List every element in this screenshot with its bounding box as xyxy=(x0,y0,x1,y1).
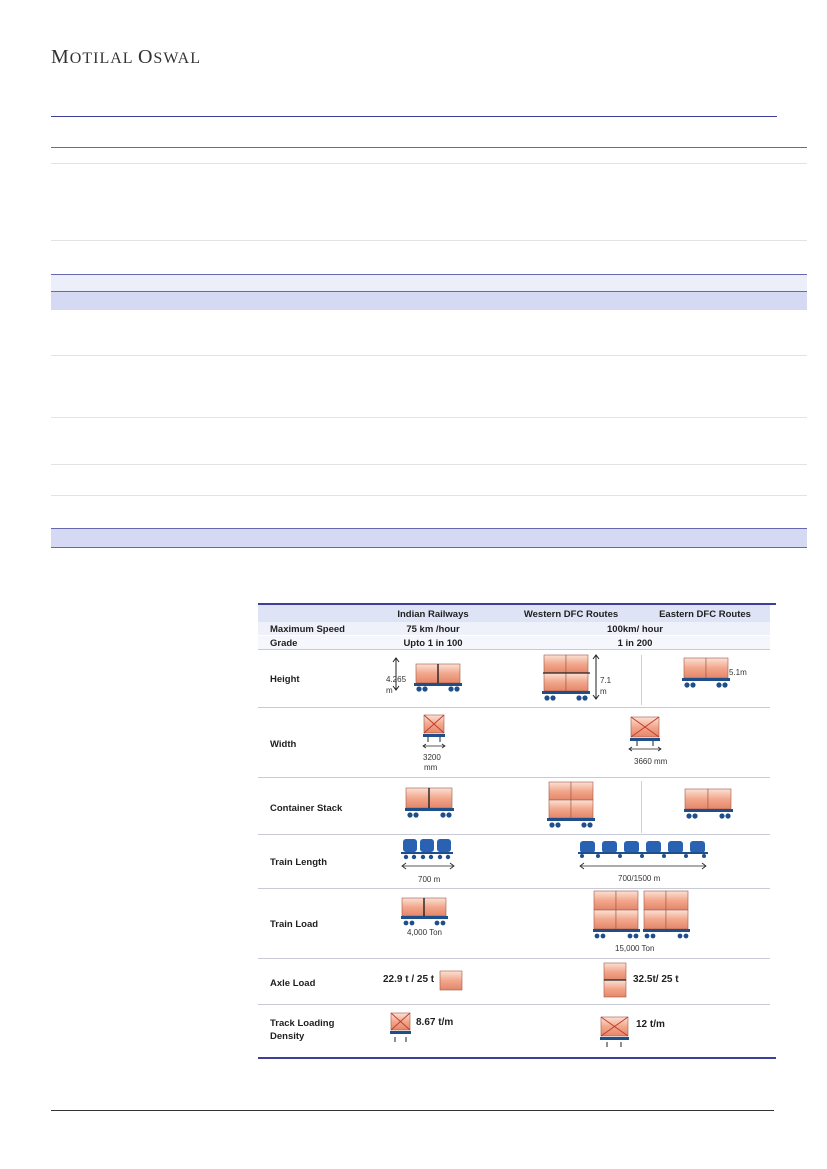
western-height-figure xyxy=(538,653,608,705)
dfc-comparison-table xyxy=(258,603,776,1059)
row-label-train-load: Train Load xyxy=(270,919,319,930)
ir-height-value-line1: 4.265 xyxy=(386,675,407,684)
row-label-grade: Grade xyxy=(270,638,298,649)
row-label-max-speed: Maximum Speed xyxy=(270,624,345,635)
col-header-western-dfc: Western DFC Routes xyxy=(523,609,619,620)
footer-rule xyxy=(51,1110,774,1111)
dfc-width-value: 3660 mm xyxy=(634,757,668,766)
col-header-indian-railways: Indian Railways xyxy=(397,609,469,620)
western-height-value-line1: 7.1 xyxy=(600,676,612,685)
rule-2 xyxy=(51,163,807,164)
row-label-train-length: Train Length xyxy=(270,857,327,868)
header-rule xyxy=(51,116,777,117)
row-label-track-loading-line1: Track Loading xyxy=(270,1018,335,1029)
eastern-container-stack-figure xyxy=(682,787,736,821)
col-header-eastern-dfc: Eastern DFC Routes xyxy=(659,609,751,620)
ir-axle-load-value: 22.9 t / 25 t xyxy=(383,974,435,985)
dfc-width-figure xyxy=(628,715,666,753)
ir-max-speed: 75 km /hour xyxy=(406,624,460,635)
rule-7 xyxy=(51,495,807,496)
table-row xyxy=(258,636,770,649)
rule-4 xyxy=(51,355,807,356)
dfc-train-load-value: 15,000 Ton xyxy=(615,944,655,953)
rule-1 xyxy=(51,147,807,148)
dfc-axle-load-value: 32.5t/ 25 t xyxy=(633,974,679,985)
dfc-grade: 1 in 200 xyxy=(617,638,653,649)
eastern-height-figure xyxy=(678,655,734,695)
dfc-track-loading-value: 12 t/m xyxy=(636,1019,665,1030)
band-top xyxy=(51,274,807,291)
row-label-container-stack: Container Stack xyxy=(270,803,343,814)
dfc-train-length-value: 700/1500 m xyxy=(618,874,661,883)
ir-track-loading-value: 8.67 t/m xyxy=(416,1017,454,1028)
ir-train-load-figure xyxy=(399,895,451,929)
ir-track-loading-figure xyxy=(388,1011,414,1045)
ir-train-length-figure xyxy=(398,837,458,875)
ir-height-value-line2: m xyxy=(386,686,393,695)
row-label-track-loading-line2: Density xyxy=(270,1031,305,1042)
dfc-axle-load-figure xyxy=(602,961,628,1001)
ir-container-stack-figure xyxy=(403,785,457,821)
row-label-axle-load: Axle Load xyxy=(270,978,316,989)
ir-train-length-value: 700 m xyxy=(418,875,441,884)
ir-width-figure xyxy=(420,713,448,749)
dfc-train-length-figure xyxy=(576,839,710,875)
rule-6 xyxy=(51,464,807,465)
rule-3 xyxy=(51,240,807,241)
brand-logo: MOTILAL OSWAL xyxy=(51,46,201,68)
row-label-height: Height xyxy=(270,674,300,685)
eastern-height-value: 5.1m xyxy=(729,668,747,677)
dfc-max-speed: 100km/ hour xyxy=(607,624,663,635)
ir-axle-load-figure xyxy=(438,969,464,993)
band-bottom xyxy=(51,528,807,548)
ir-width-value-line2: mm xyxy=(424,763,438,772)
rule-5 xyxy=(51,417,807,418)
row-label-width: Width xyxy=(270,739,297,750)
ir-width-value-line1: 3200 xyxy=(423,753,441,762)
ir-grade: Upto 1 in 100 xyxy=(403,638,463,649)
western-height-value-line2: m xyxy=(600,687,607,696)
western-container-stack-figure xyxy=(546,780,598,832)
dfc-track-loading-figure xyxy=(598,1015,632,1049)
band-header xyxy=(51,291,807,310)
dfc-train-load-figure xyxy=(592,889,696,945)
ir-train-load-value: 4,000 Ton xyxy=(407,928,442,937)
